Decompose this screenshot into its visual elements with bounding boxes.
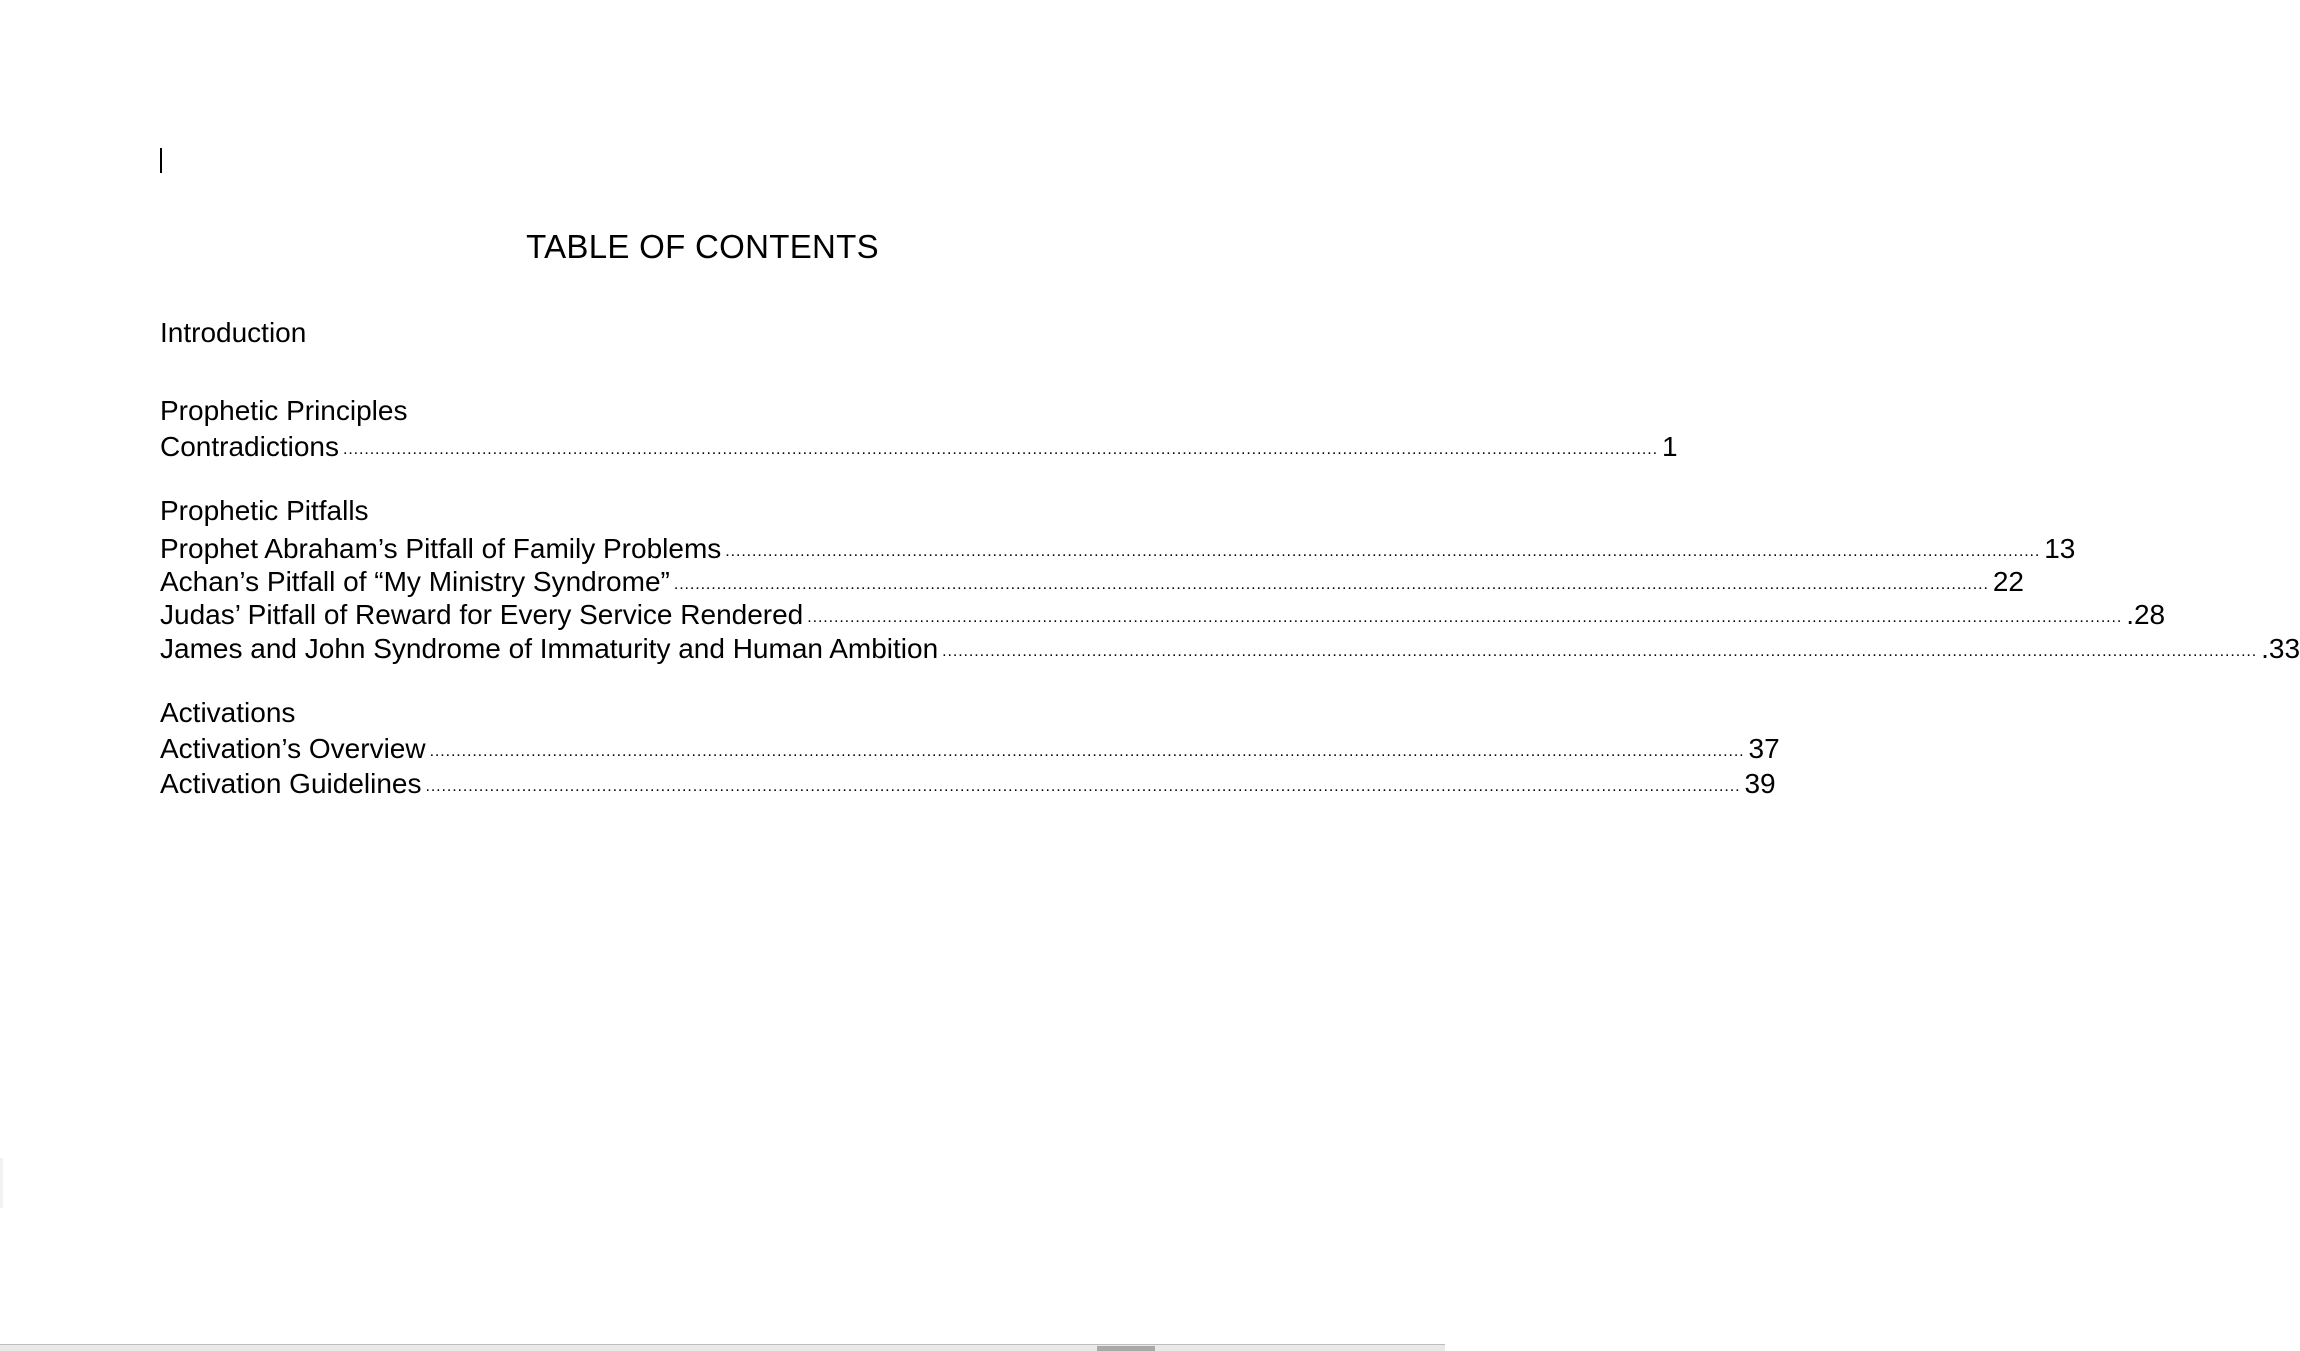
text-cursor: [160, 148, 162, 173]
toc-entry-label: Judas’ Pitfall of Reward for Every Service Rendered: [160, 599, 804, 630]
dot-leader: ......................................................................................................................................................................................................................................................: [425, 778, 1741, 795]
dot-leader: ......................................................................................................................................................................................................................................................: [942, 643, 2258, 660]
toc-entry-label: Achan’s Pitfall of “My Ministry Syndrome”: [160, 566, 670, 597]
page-edge-marker: [0, 1158, 3, 1208]
section-heading-prophetic-principles[interactable]: Prophetic Principles: [160, 395, 408, 426]
toc-entry[interactable]: [160, 732, 1780, 771]
toc-entry-label: Prophet Abraham’s Pitfall of Family Problems: [160, 533, 722, 564]
toc-entry-page: 39: [1744, 768, 1776, 799]
toc-entry-page: 1: [1661, 431, 1678, 462]
toc-entry-page: .33: [2261, 633, 2300, 664]
section-heading-introduction[interactable]: Introduction: [160, 317, 307, 348]
toc-entry-label: Activation Guidelines: [160, 768, 422, 799]
toc-entry-label: Activation’s Overview: [160, 733, 426, 764]
horizontal-scrollbar[interactable]: [0, 1344, 1445, 1351]
toc-entry-page: .28: [2126, 599, 2166, 630]
dot-leader: ......................................................................................................................................................................................................................................................: [342, 441, 1658, 458]
toc-entry[interactable]: [160, 632, 2300, 671]
toc-entry-label: James and John Syndrome of Immaturity and Human Ambition: [160, 633, 939, 664]
toc-entry[interactable]: [160, 430, 1678, 469]
toc-entry-page: 37: [1748, 733, 1780, 764]
dot-leader: ......................................................................................................................................................................................................................................................: [429, 743, 1745, 760]
dot-leader: ......................................................................................................................................................................................................................................................: [725, 543, 2041, 560]
dot-leader: ......................................................................................................................................................................................................................................................: [807, 609, 2123, 626]
dot-leader: ......................................................................................................................................................................................................................................................: [673, 576, 1989, 593]
section-heading-prophetic-pitfalls[interactable]: Prophetic Pitfalls: [160, 495, 369, 526]
toc-title: TABLE OF CONTENTS: [526, 228, 879, 265]
toc-entry-label: Contradictions: [160, 431, 339, 462]
toc-entry-page: 22: [1992, 566, 2024, 597]
section-heading-activations[interactable]: Activations: [160, 697, 296, 728]
toc-entry[interactable]: [160, 767, 1776, 806]
scrollbar-thumb[interactable]: [1097, 1346, 1155, 1351]
toc-entry-page: 13: [2044, 533, 2076, 564]
